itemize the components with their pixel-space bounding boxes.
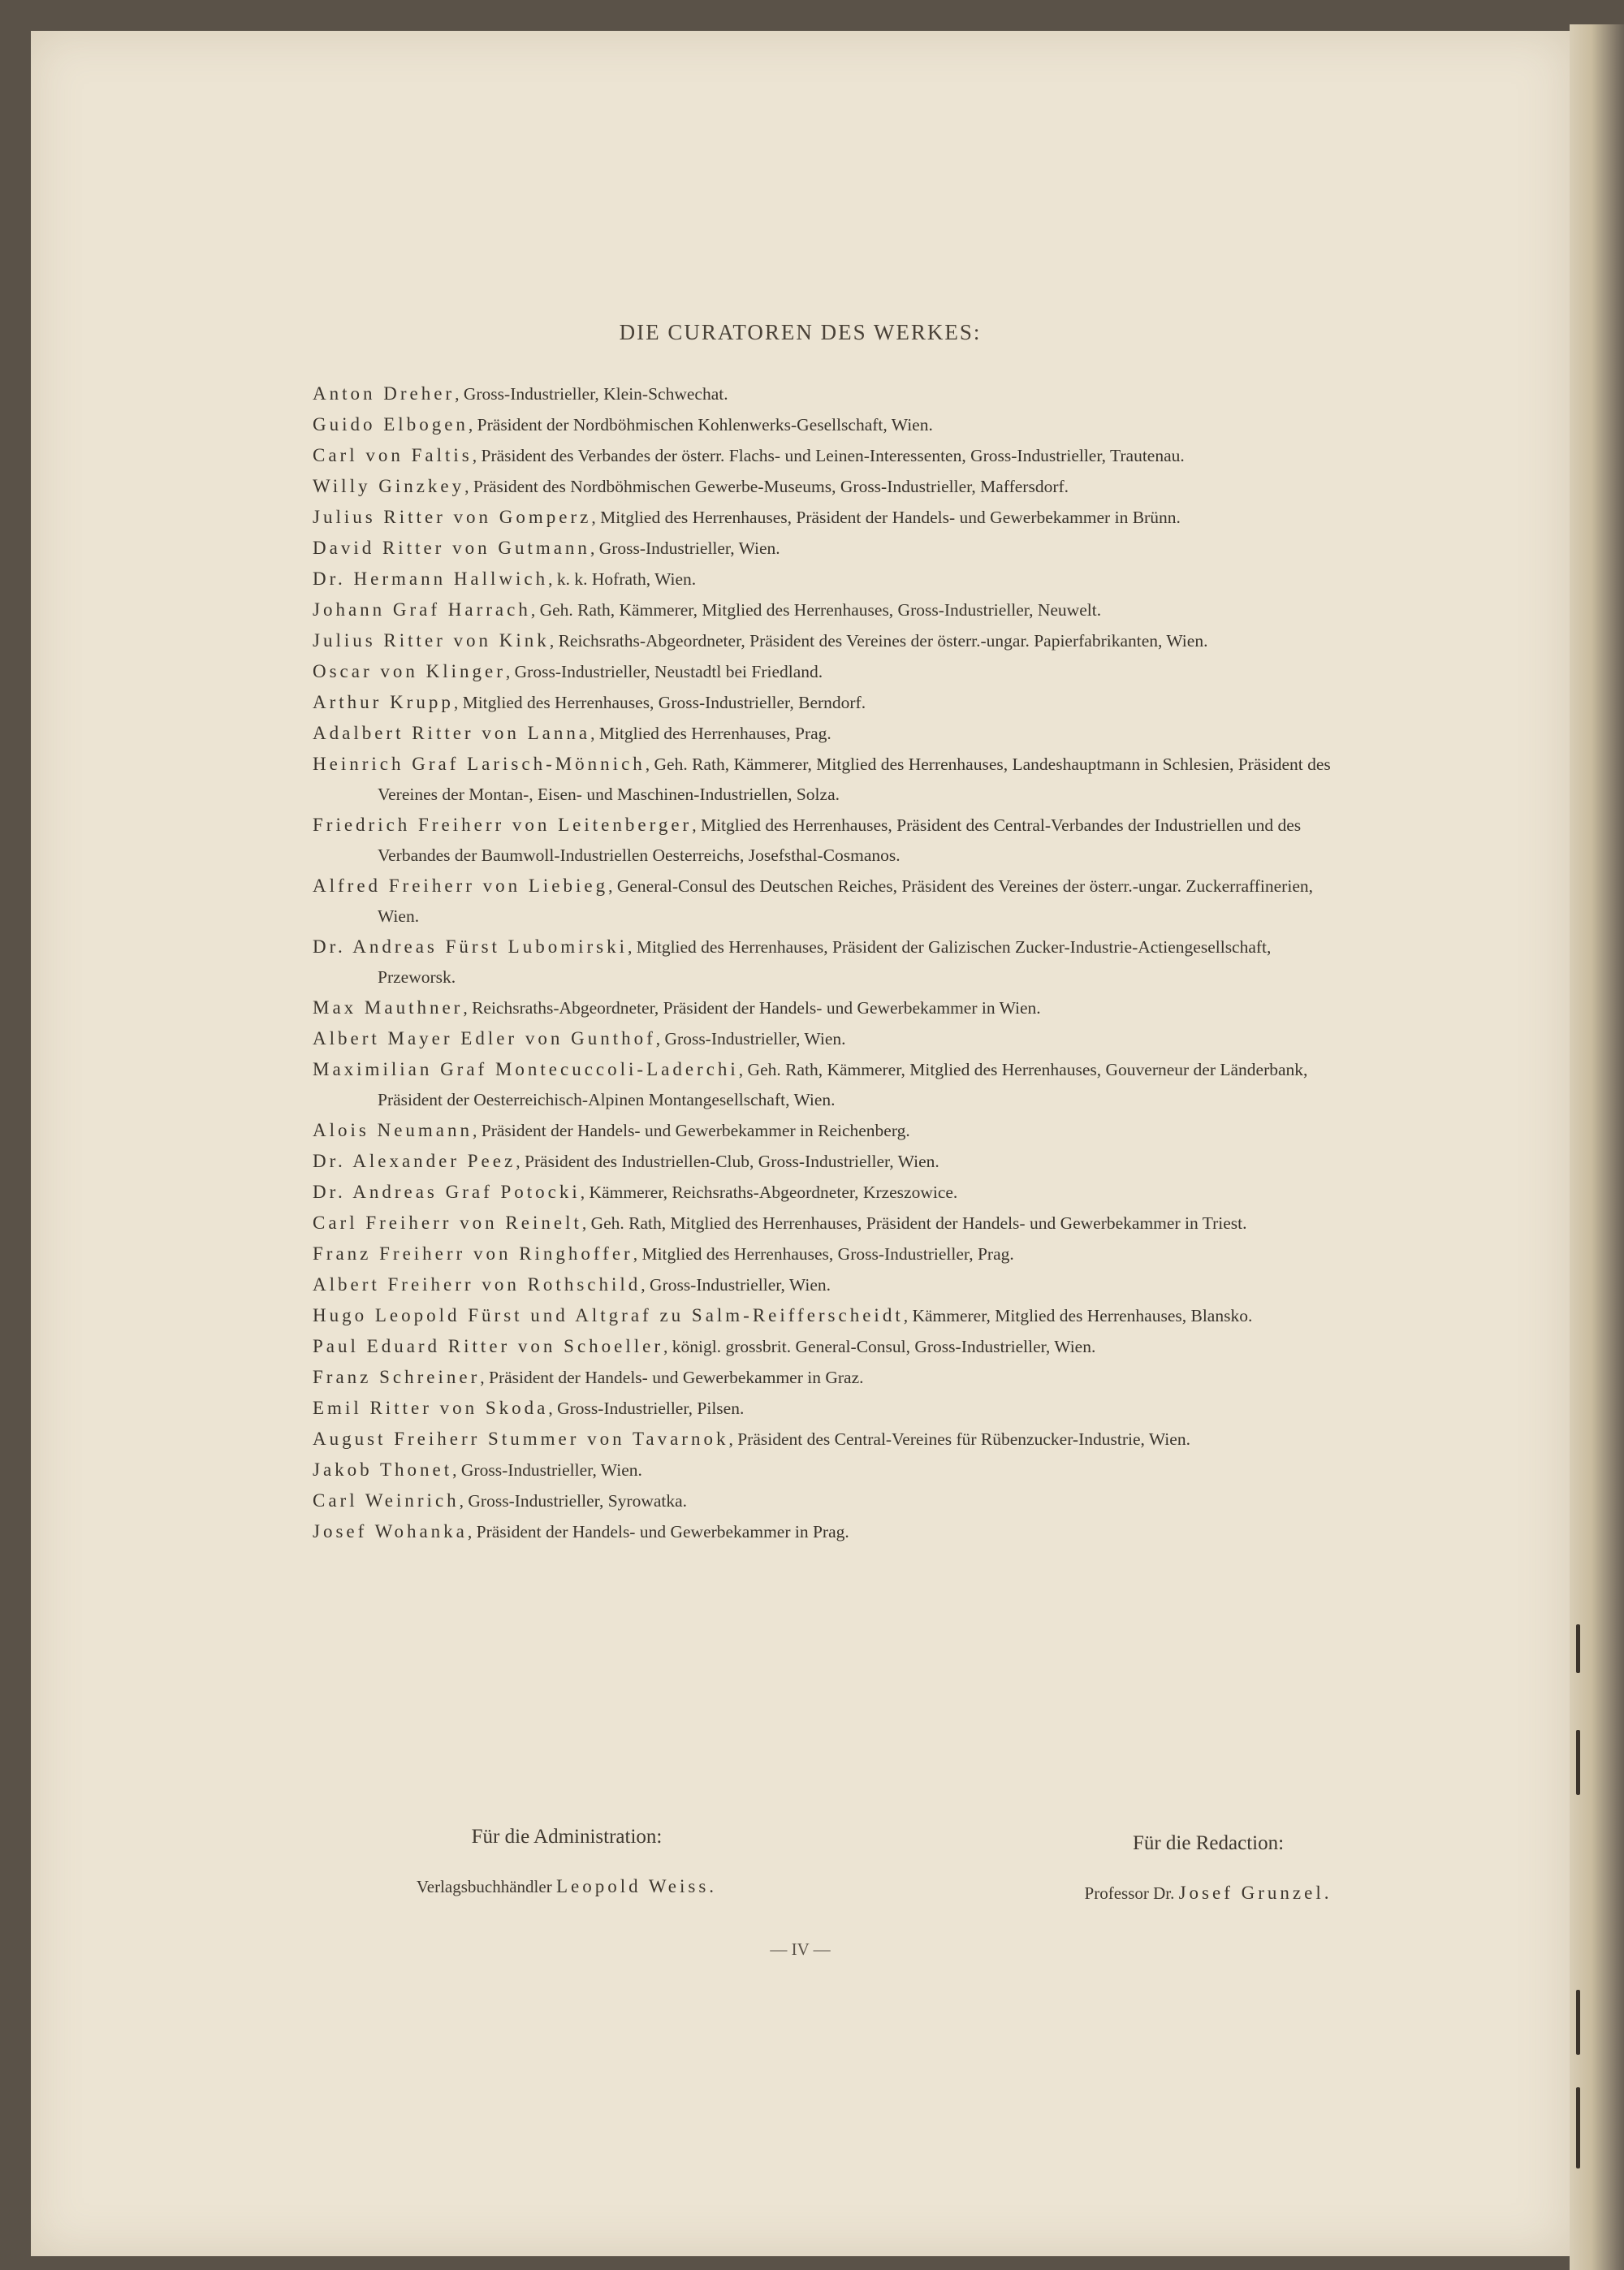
redaction-name: Josef Grunzel.	[1178, 1883, 1332, 1903]
curator-description: , Kämmerer, Reichsraths-Abgeordneter, Krzeszowice.	[580, 1183, 958, 1202]
curator-name: Franz Schreiner	[313, 1367, 481, 1387]
administration-signatory	[339, 1876, 794, 1897]
curator-name: David Ritter von Gutmann	[313, 538, 590, 558]
curator-description: , General-Consul des Deutschen Reiches, Präsident des Vereines der österr.-ungar. Zuckerraffinerien, Wien.	[378, 876, 1313, 926]
curator-name: Guido Elbogen	[313, 414, 469, 435]
curator-entry	[313, 1455, 1352, 1485]
curator-name: Paul Eduard Ritter von Schoeller	[313, 1336, 664, 1356]
curator-entry	[313, 810, 1352, 871]
curator-entry	[313, 1146, 1352, 1177]
curator-description: , Geh. Rath, Kämmerer, Mitglied des Herrenhauses, Gouverneur der Länderbank, Präsident der Oesterreichisch-Alpinen Montangesellschaft, Wien.	[378, 1060, 1308, 1109]
binding-mark	[1576, 1990, 1580, 2055]
curator-description: , Präsident der Nordböhmischen Kohlenwerks-Gesellschaft, Wien.	[468, 415, 933, 435]
curator-entry	[313, 440, 1352, 471]
curator-entry	[313, 1115, 1352, 1146]
curator-name: Anton Dreher	[313, 383, 456, 404]
curator-entry	[313, 1208, 1352, 1239]
curator-name: Carl Freiherr von Reinelt	[313, 1213, 582, 1233]
curator-description: , Mitglied des Herrenhauses, Präsident der Handels- und Gewerbekammer in Brünn.	[591, 508, 1181, 527]
document-page	[31, 31, 1570, 2256]
curator-description: , Gross-Industrieller, Neustadtl bei Friedland.	[505, 662, 823, 681]
curator-description: , Präsident der Handels- und Gewerbekammer in Graz.	[480, 1368, 864, 1387]
curator-entry	[313, 564, 1352, 595]
curator-description: , Präsident des Central-Vereines für Rübenzucker-Industrie, Wien.	[728, 1429, 1190, 1449]
binding-mark	[1576, 1730, 1580, 1795]
curator-name: Hugo Leopold Fürst und Altgraf zu Salm-Reifferscheidt	[313, 1305, 904, 1325]
curator-name: Maximilian Graf Montecuccoli-Laderchi	[313, 1059, 739, 1079]
redaction-signatory	[981, 1883, 1436, 1904]
curator-entry	[313, 625, 1352, 656]
curator-name: Emil Ritter von Skoda	[313, 1398, 549, 1418]
curator-description: , königl. grossbrit. General-Consul, Gross-Industrieller, Wien.	[663, 1337, 1096, 1356]
curator-description: , Gross-Industrieller, Klein-Schwechat.	[455, 384, 728, 404]
curator-name: Dr. Alexander Peez	[313, 1151, 516, 1171]
curator-description: , Mitglied des Herrenhauses, Gross-Industrieller, Berndorf.	[453, 693, 866, 712]
curator-entry	[313, 1177, 1352, 1208]
curator-entry	[313, 1516, 1352, 1547]
curator-list	[313, 378, 1352, 1547]
curator-description: , Kämmerer, Mitglied des Herrenhauses, Blansko.	[903, 1306, 1253, 1325]
administration-role: Verlagsbuchhändler	[416, 1877, 552, 1896]
curator-description: , Präsident des Nordböhmischen Gewerbe-Museums, Gross-Industrieller, Maffersdorf.	[464, 477, 1069, 496]
curator-description: , Reichsraths-Abgeordneter, Präsident der Handels- und Gewerbekammer in Wien.	[463, 998, 1041, 1018]
curator-description: , Präsident der Handels- und Gewerbekammer in Reichenberg.	[473, 1121, 910, 1140]
curator-entry	[313, 1269, 1352, 1300]
curator-entry	[313, 687, 1352, 718]
curator-description: , Mitglied des Herrenhauses, Gross-Industrieller, Prag.	[633, 1244, 1014, 1264]
curator-name: Carl Weinrich	[313, 1490, 460, 1511]
curator-entry	[313, 992, 1352, 1023]
curator-name: Willy Ginzkey	[313, 476, 465, 496]
curator-entry	[313, 749, 1352, 810]
curator-description: , Gross-Industrieller, Syrowatka.	[459, 1491, 688, 1511]
binding-edge	[1570, 24, 1624, 2270]
curator-entry	[313, 533, 1352, 564]
curator-description: , k. k. Hofrath, Wien.	[548, 569, 697, 589]
administration-name: Leopold Weiss.	[555, 1876, 718, 1896]
curator-name: Alfred Freiherr von Liebieg	[313, 876, 609, 896]
curator-description: , Mitglied des Herrenhauses, Präsident des Central-Verbandes der Industriellen und des Verbandes der Baumwoll-Industriellen Oesterreichs, Josefsthal-Cosmanos.	[378, 815, 1302, 865]
curator-entry	[313, 932, 1352, 992]
curator-entry	[313, 471, 1352, 502]
curator-entry	[313, 1239, 1352, 1269]
curator-name: Dr. Andreas Fürst Lubomirski	[313, 936, 628, 957]
curator-entry	[313, 502, 1352, 533]
curator-description: , Geh. Rath, Kämmerer, Mitglied des Herrenhauses, Gross-Industrieller, Neuwelt.	[530, 600, 1102, 620]
curator-entry	[313, 871, 1352, 932]
binding-mark	[1576, 2087, 1580, 2168]
curator-name: Jakob Thonet	[313, 1459, 453, 1480]
curator-entry	[313, 656, 1352, 687]
curator-entry	[313, 1485, 1352, 1516]
curator-entry	[313, 595, 1352, 625]
curator-name: Dr. Andreas Graf Potocki	[313, 1182, 581, 1202]
administration-block	[339, 1826, 794, 1897]
curator-description: , Geh. Rath, Mitglied des Herrenhauses, Präsident der Handels- und Gewerbekammer in Triest.	[581, 1213, 1247, 1233]
curator-description: , Gross-Industrieller, Pilsen.	[548, 1399, 745, 1418]
curator-entry	[313, 1393, 1352, 1424]
curator-description: , Gross-Industrieller, Wien.	[641, 1275, 831, 1295]
curator-entry	[313, 1054, 1352, 1115]
curator-name: Julius Ritter von Gomperz	[313, 507, 592, 527]
curator-name: Josef Wohanka	[313, 1521, 468, 1541]
curator-description: , Präsident des Industriellen-Club, Gross-Industrieller, Wien.	[516, 1152, 939, 1171]
curator-name: Julius Ritter von Kink	[313, 630, 550, 651]
curator-entry	[313, 1424, 1352, 1455]
curator-name: Friedrich Freiherr von Leitenberger	[313, 815, 693, 835]
binding-mark	[1576, 1624, 1580, 1673]
curator-name: Adalbert Ritter von Lanna	[313, 723, 591, 743]
curator-description: , Geh. Rath, Kämmerer, Mitglied des Herrenhauses, Landeshauptmann in Schlesien, Präsident des Vereines der Montan-, Eisen- und Maschinen-Industriellen, Solza.	[378, 755, 1331, 804]
curator-entry	[313, 1362, 1352, 1393]
curator-entry	[313, 409, 1352, 440]
curator-entry	[313, 1331, 1352, 1362]
curator-entry	[313, 378, 1352, 409]
curator-name: Albert Mayer Edler von Gunthof	[313, 1028, 656, 1049]
curator-name: Dr. Hermann Hallwich	[313, 569, 549, 589]
curator-entry	[313, 1023, 1352, 1054]
curator-name: Heinrich Graf Larisch-Mönnich	[313, 754, 646, 774]
curator-name: Arthur Krupp	[313, 692, 454, 712]
curator-description: , Mitglied des Herrenhauses, Prag.	[590, 724, 831, 743]
administration-heading: Für die Administration:	[471, 1826, 663, 1848]
curator-description: , Präsident des Verbandes der österr. Flachs- und Leinen-Interessenten, Gross-Industrieller, Trautenau.	[472, 446, 1185, 465]
curator-entry	[313, 718, 1352, 749]
redaction-block	[981, 1832, 1436, 1904]
page-number: — IV —	[770, 1939, 831, 1959]
curator-description: , Präsident der Handels- und Gewerbekammer in Prag.	[467, 1522, 849, 1541]
page-title: DIE CURATOREN DES WERKES:	[619, 320, 982, 344]
curator-name: Max Mauthner	[313, 997, 464, 1018]
curator-description: , Mitglied des Herrenhauses, Präsident der Galizischen Zucker-Industrie-Actiengesellschaft, Przeworsk.	[378, 937, 1272, 987]
curator-name: Alois Neumann	[313, 1120, 473, 1140]
curator-description: , Gross-Industrieller, Wien.	[655, 1029, 846, 1049]
curator-description: , Gross-Industrieller, Wien.	[452, 1460, 642, 1480]
curator-name: August Freiherr Stummer von Tavarnok	[313, 1429, 729, 1449]
curator-entry	[313, 1300, 1352, 1331]
curator-name: Johann Graf Harrach	[313, 599, 531, 620]
curator-name: Oscar von Klinger	[313, 661, 506, 681]
curator-description: , Reichsraths-Abgeordneter, Präsident des Vereines der österr.-ungar. Papierfabrikanten, Wien.	[549, 631, 1208, 651]
curator-name: Carl von Faltis	[313, 445, 473, 465]
curator-name: Franz Freiherr von Ringhoffer	[313, 1243, 633, 1264]
redaction-role: Professor Dr.	[1084, 1883, 1175, 1903]
redaction-heading: Für die Redaction:	[1132, 1832, 1285, 1854]
curator-name: Albert Freiherr von Rothschild	[313, 1274, 641, 1295]
curator-description: , Gross-Industrieller, Wien.	[590, 538, 780, 558]
